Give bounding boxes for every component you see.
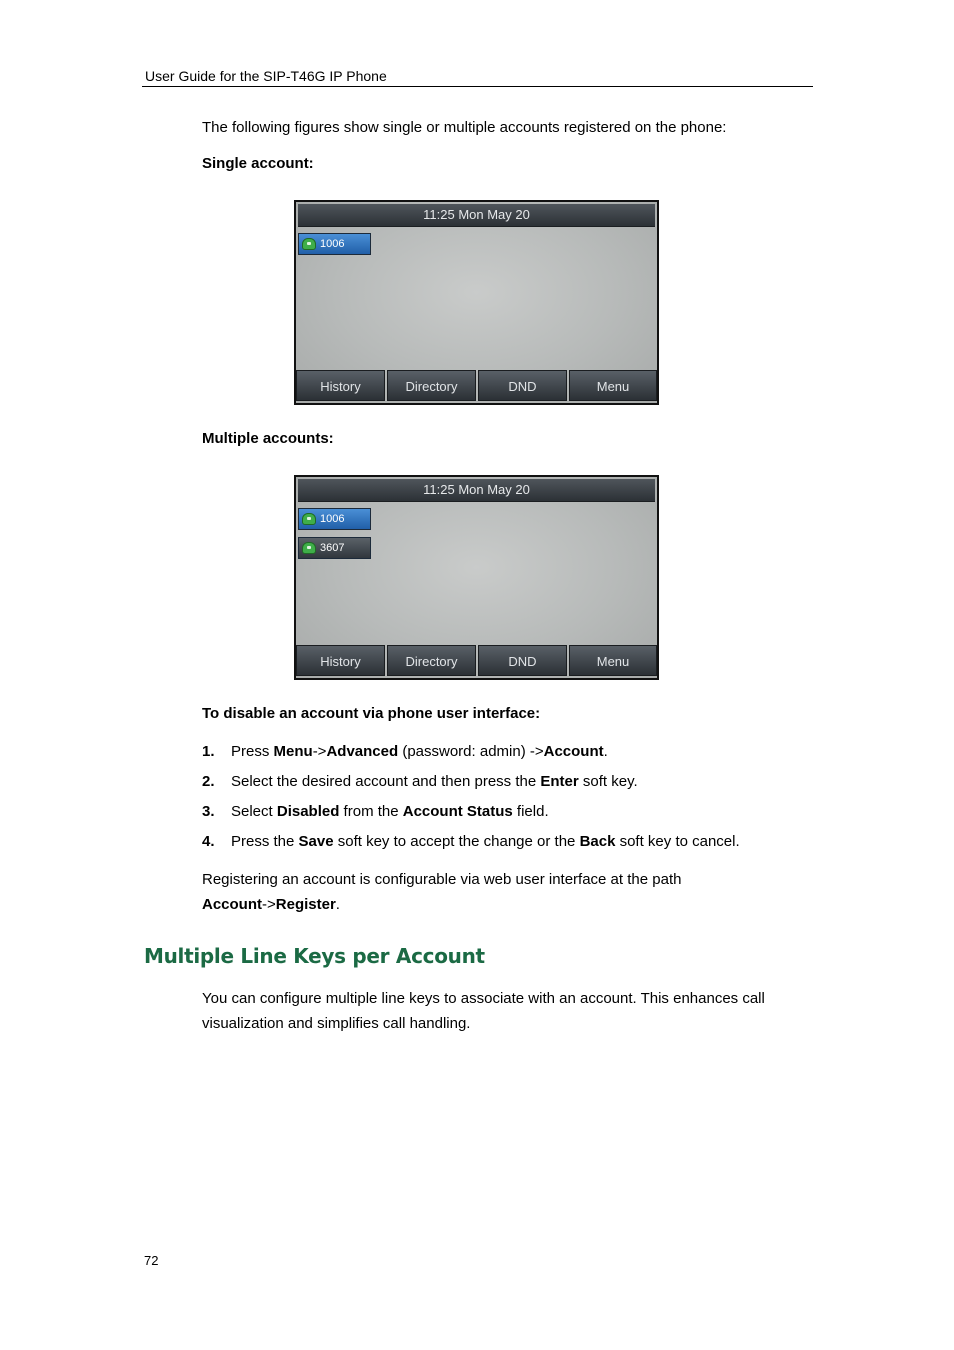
section-paragraph-line-1: You can configure multiple line keys to associate with an account. This enhances call — [202, 990, 765, 1007]
softkey-dnd[interactable]: DND — [478, 645, 567, 676]
phone-screen-multiple — [294, 475, 659, 680]
web-note-text: Registering an account is configurable via web user interface at the path — [202, 871, 682, 888]
single-account-label: Single account: — [202, 155, 314, 172]
phone-handset-icon — [302, 542, 316, 554]
phone-status-bar: 11:25 Mon May 20 — [298, 479, 655, 502]
page-number: 72 — [144, 1253, 159, 1268]
line-key-account-1[interactable] — [298, 508, 371, 530]
section-heading: Multiple Line Keys per Account — [144, 944, 485, 968]
account-number: 1006 — [320, 513, 345, 525]
step-text: Press the Save soft key to accept the change or the Back soft key to cancel. — [231, 833, 740, 850]
step-text: Select the desired account and then press the Enter soft key. — [231, 773, 638, 790]
phone-handset-icon — [302, 513, 316, 525]
line-key-account-2[interactable] — [298, 537, 371, 559]
softkey-bar — [296, 645, 657, 678]
phone-screen-single — [294, 200, 659, 405]
header-rule — [142, 86, 813, 87]
web-note-path: Account->Register. — [202, 896, 340, 913]
step-text: Press Menu->Advanced (password: admin) ->Account. — [231, 743, 608, 760]
intro-text: The following figures show single or multiple accounts registered on the phone: — [202, 119, 727, 136]
softkey-history[interactable]: History — [296, 645, 385, 676]
line-key-account-1[interactable] — [298, 233, 371, 255]
step-number: 3. — [202, 803, 215, 820]
step-number: 2. — [202, 773, 215, 790]
phone-handset-icon — [302, 238, 316, 250]
step-number: 4. — [202, 833, 215, 850]
softkey-directory[interactable]: Directory — [387, 645, 476, 676]
account-number: 3607 — [320, 542, 345, 554]
multiple-accounts-label: Multiple accounts: — [202, 430, 334, 447]
softkey-history[interactable]: History — [296, 370, 385, 401]
softkey-menu[interactable]: Menu — [569, 645, 657, 676]
section-paragraph-line-2: visualization and simplifies call handling. — [202, 1015, 471, 1032]
account-number: 1006 — [320, 238, 345, 250]
step-number: 1. — [202, 743, 215, 760]
page-header-title: User Guide for the SIP-T46G IP Phone — [145, 68, 387, 84]
softkey-bar — [296, 370, 657, 403]
softkey-directory[interactable]: Directory — [387, 370, 476, 401]
step-text: Select Disabled from the Account Status field. — [231, 803, 549, 820]
procedure-title: To disable an account via phone user interface: — [202, 705, 541, 722]
softkey-menu[interactable]: Menu — [569, 370, 657, 401]
softkey-dnd[interactable]: DND — [478, 370, 567, 401]
phone-status-bar: 11:25 Mon May 20 — [298, 204, 655, 227]
